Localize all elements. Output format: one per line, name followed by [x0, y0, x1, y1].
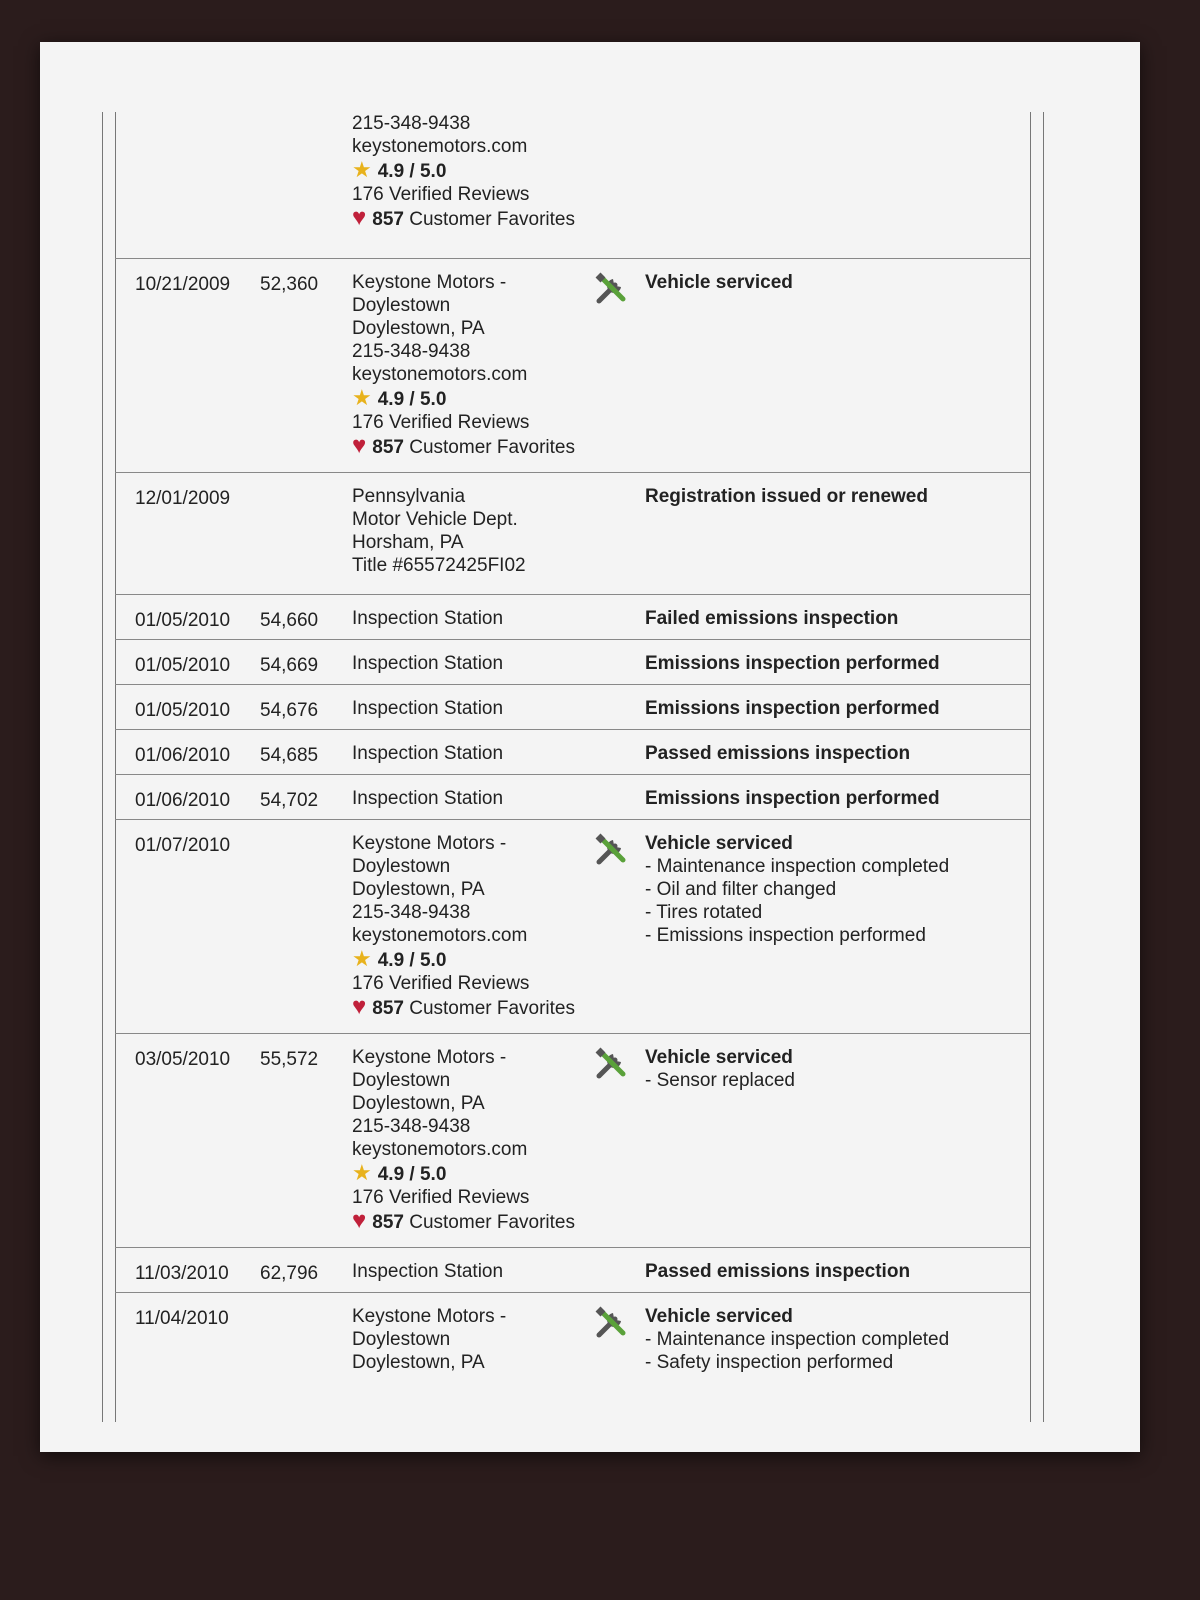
record-description [645, 1046, 795, 1092]
history-row [115, 684, 1030, 729]
source-line: keystonemotors.com [352, 1139, 528, 1160]
event-title: Emissions inspection performed [645, 788, 940, 809]
printed-report-page [40, 42, 1140, 1452]
record-date: 10/21/2009 [135, 274, 231, 295]
source-line: Inspection Station [352, 788, 504, 809]
history-row [115, 819, 1030, 1033]
history-row-continued [115, 102, 1030, 258]
wrench-screwdriver-icon [593, 1305, 629, 1341]
history-row [115, 258, 1030, 472]
event-title: Registration issued or renewed [645, 486, 928, 507]
source-line: Keystone Motors - [352, 833, 507, 854]
source-line: Doylestown [352, 1329, 451, 1350]
history-row [115, 1033, 1030, 1247]
record-date: 01/07/2010 [135, 835, 231, 856]
favorites-label: Customer Favorites [409, 209, 576, 230]
wrench-screwdriver-icon [593, 832, 629, 868]
heart-icon: ♥ [352, 432, 367, 459]
source-line: Horsham, PA [352, 532, 464, 553]
source-line: Keystone Motors - [352, 1047, 507, 1068]
record-source [352, 697, 503, 720]
record-date: 01/05/2010 [135, 610, 231, 631]
record-date: 01/06/2010 [135, 745, 231, 766]
record-source [352, 485, 526, 577]
star-icon: ★ [352, 1160, 372, 1185]
record-description [645, 607, 898, 630]
record-description [645, 787, 940, 810]
record-description [645, 1305, 949, 1374]
source-line: Inspection Station [352, 653, 504, 674]
record-odometer: 54,669 [260, 655, 319, 676]
event-detail: - Tires rotated [645, 902, 763, 923]
favorites-count: 857 [372, 437, 404, 458]
source-line: 215-348-9438 [352, 902, 471, 923]
record-source [352, 652, 503, 675]
record-source [352, 742, 503, 765]
record-description [645, 485, 928, 508]
event-detail: - Maintenance inspection completed [645, 1329, 950, 1350]
rating [352, 1161, 575, 1186]
star-icon: ★ [352, 157, 372, 182]
record-date: 11/03/2010 [135, 1263, 229, 1284]
source-line: keystonemotors.com [352, 925, 528, 946]
favorites [352, 995, 575, 1020]
source-line: Doylestown [352, 1070, 451, 1091]
event-detail: - Safety inspection performed [645, 1352, 894, 1373]
wrench-screwdriver-icon [593, 1046, 629, 1082]
history-row [115, 472, 1030, 594]
record-date: 11/04/2010 [135, 1308, 229, 1329]
rating [352, 947, 575, 972]
history-row [115, 1292, 1030, 1391]
source-line: 215-348-9438 [352, 1116, 471, 1137]
source-line: Doylestown, PA [352, 318, 485, 339]
event-title: Vehicle serviced [645, 272, 793, 293]
reviews-count: 176 Verified Reviews [352, 973, 530, 994]
event-detail: - Emissions inspection performed [645, 925, 926, 946]
source-line: Title #65572425FI02 [352, 555, 526, 576]
favorites-count: 857 [372, 209, 404, 230]
event-title: Vehicle serviced [645, 833, 793, 854]
rating-value: 4.9 / 5.0 [377, 389, 447, 410]
source-line: 215-348-9438 [352, 341, 471, 362]
event-detail: - Oil and filter changed [645, 879, 837, 900]
record-date: 01/06/2010 [135, 790, 231, 811]
favorites [352, 1209, 575, 1234]
record-odometer: 54,702 [260, 790, 319, 811]
record-source [352, 832, 575, 1020]
source-website: keystonemotors.com [352, 136, 528, 157]
favorites-label: Customer Favorites [409, 998, 576, 1019]
record-date: 01/05/2010 [135, 700, 231, 721]
event-title: Emissions inspection performed [645, 698, 940, 719]
record-odometer: 54,676 [260, 700, 319, 721]
record-odometer: 52,360 [260, 274, 319, 295]
rating-value: 4.9 / 5.0 [377, 1164, 447, 1185]
event-title: Emissions inspection performed [645, 653, 940, 674]
page-border-left-outer [102, 112, 103, 1422]
favorites [352, 434, 575, 459]
record-odometer: 54,685 [260, 745, 319, 766]
record-date: 03/05/2010 [135, 1049, 231, 1070]
record-odometer: 62,796 [260, 1263, 319, 1284]
event-title: Passed emissions inspection [645, 1261, 911, 1282]
heart-icon: ♥ [352, 204, 367, 231]
rating [352, 158, 575, 183]
event-title: Failed emissions inspection [645, 608, 899, 629]
favorites-count: 857 [372, 998, 404, 1019]
source-line: Keystone Motors - [352, 272, 507, 293]
history-row [115, 774, 1030, 819]
source-line: Pennsylvania [352, 486, 466, 507]
source-line: Motor Vehicle Dept. [352, 509, 518, 530]
record-date: 01/05/2010 [135, 655, 231, 676]
record-source [352, 607, 503, 630]
source-line: Doylestown, PA [352, 1352, 485, 1373]
record-source [352, 271, 575, 459]
source-phone: 215-348-9438 [352, 113, 471, 134]
reviews-count: 176 Verified Reviews [352, 412, 530, 433]
event-title: Vehicle serviced [645, 1306, 793, 1327]
rating-value: 4.9 / 5.0 [377, 950, 447, 971]
rating [352, 386, 575, 411]
page-border-right-outer [1043, 112, 1044, 1422]
source-line: Inspection Station [352, 1261, 504, 1282]
record-source [352, 787, 503, 810]
history-row [115, 729, 1030, 774]
heart-icon: ♥ [352, 1207, 367, 1234]
record-description [645, 652, 940, 675]
page-border-right-inner [1030, 112, 1031, 1422]
rating-value: 4.9 / 5.0 [377, 161, 447, 182]
star-icon: ★ [352, 946, 372, 971]
favorites-label: Customer Favorites [409, 1212, 576, 1233]
source-line: Doylestown [352, 856, 451, 877]
source-line: Inspection Station [352, 743, 504, 764]
wrench-screwdriver-icon [593, 271, 629, 307]
source-line: Doylestown, PA [352, 879, 485, 900]
record-odometer: 54,660 [260, 610, 319, 631]
event-title: Passed emissions inspection [645, 743, 911, 764]
event-title: Vehicle serviced [645, 1047, 793, 1068]
source-line: Keystone Motors - [352, 1306, 507, 1327]
star-icon: ★ [352, 385, 372, 410]
history-row [115, 1247, 1030, 1292]
record-source [352, 1260, 503, 1283]
source-line: Inspection Station [352, 698, 504, 719]
vehicle-history-table [115, 102, 1030, 1391]
event-detail: - Maintenance inspection completed [645, 856, 950, 877]
source-line: Doylestown [352, 295, 451, 316]
favorites-count: 857 [372, 1212, 404, 1233]
reviews-count: 176 Verified Reviews [352, 184, 530, 205]
record-date: 12/01/2009 [135, 488, 231, 509]
event-detail: - Sensor replaced [645, 1070, 795, 1091]
reviews-count: 176 Verified Reviews [352, 1187, 530, 1208]
history-row [115, 639, 1030, 684]
record-description [645, 1260, 910, 1283]
source-line: Inspection Station [352, 608, 504, 629]
record-source [352, 1305, 506, 1374]
source-line: keystonemotors.com [352, 364, 528, 385]
record-description [645, 742, 910, 765]
heart-icon: ♥ [352, 993, 367, 1020]
record-description [645, 697, 940, 720]
favorites [352, 206, 575, 231]
record-odometer: 55,572 [260, 1049, 319, 1070]
record-source [352, 112, 575, 231]
record-source [352, 1046, 575, 1234]
record-description [645, 832, 949, 947]
history-row [115, 594, 1030, 639]
record-description [645, 271, 793, 294]
favorites-label: Customer Favorites [409, 437, 576, 458]
source-line: Doylestown, PA [352, 1093, 485, 1114]
